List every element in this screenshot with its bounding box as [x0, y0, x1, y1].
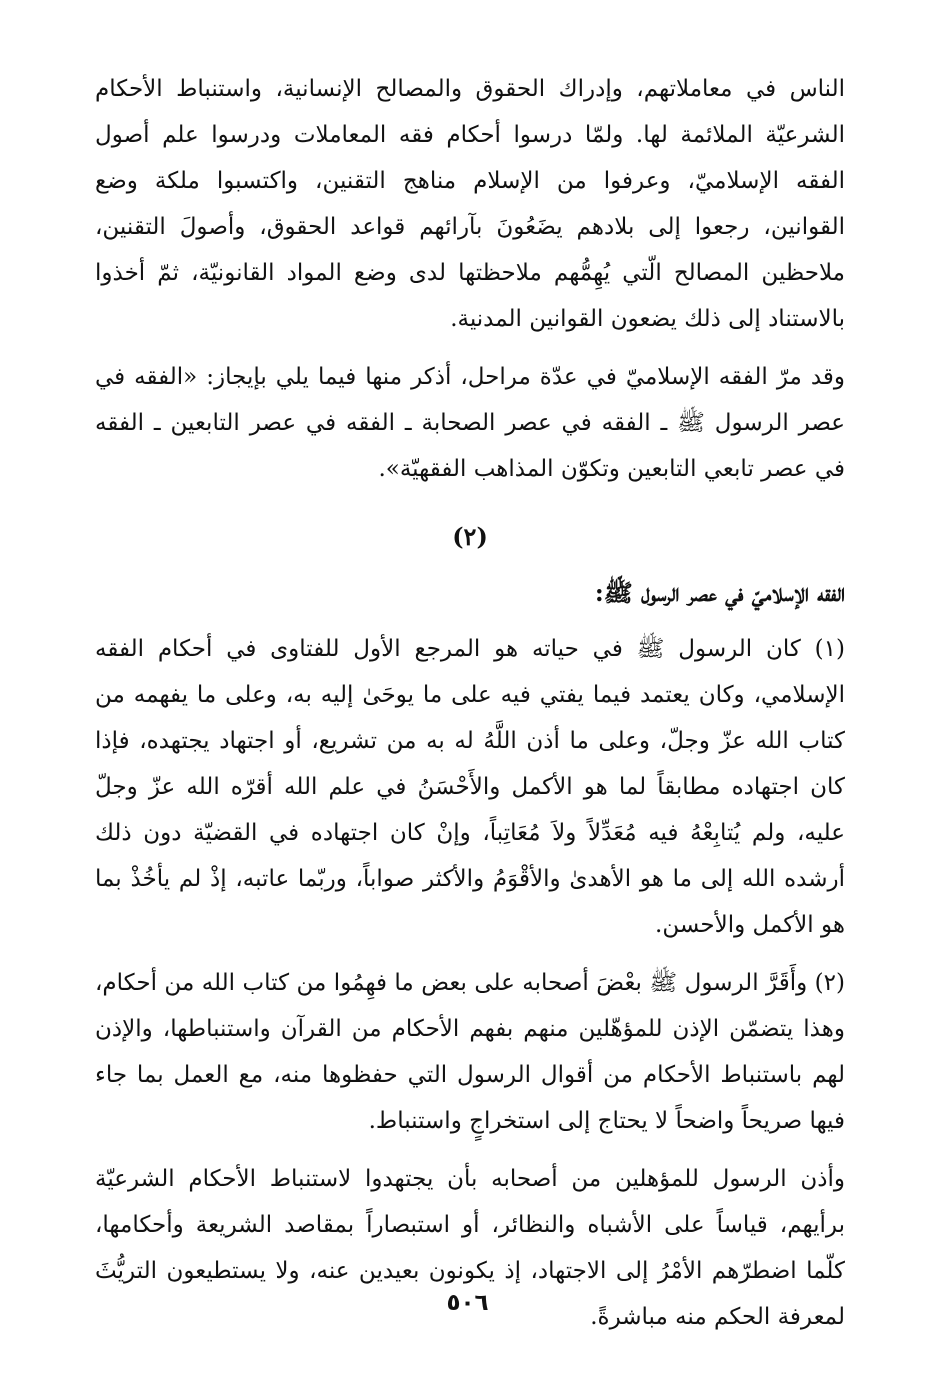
paragraph-stages-overview: وقد مرّ الفقه الإسلاميّ في عدّة مراحل، أذكر منها فيما يلي بإيجاز: «الفقه في عصر الرسول ﷺ ـ الفقه في عصر الصحابة ـ الفقه في عصر التابعين ـ الفقه في عصر تابعي التابعين وتكوّن المذاهب الفقهيّة». — [95, 364, 845, 482]
paragraph-intro-continuation: الناس في معاملاتهم، وإدراك الحقوق والمصالح الإنسانية، واستنباط الأحكام الشرعيّة الملائمة لها. ولمّا درسوا أحكام فقه المعاملات ودرسوا علم أصول الفقه الإسلاميّ، وعرفوا من الإسلام مناهج التقنين، واكتسبوا ملكة وضع القوانين، رجعوا إلى بلادهم يضَعُونَ بآرائهم قواعد الحقوق، وأصولَ التقنين، ملاحظين المصالح الّتي يُهِمُّهم ملاحظتها لدى وضع المواد القانونيّة، ثمّ أخذوا بالاستناد إلى ذلك يضعون القوانين المدنية. — [95, 76, 845, 332]
paragraph-point-2: (٢) وأَقَرَّ الرسول ﷺ بعْضَ أصحابه على بعض ما فهِمُوا من كتاب الله من أحكام، وهذا يتضمّن الإذن للمؤهّلين منهم بفهم الأحكام من القرآن واستنباطها، والإذن لهم باستنباط الأحكام من أقوال الرسول التي حفظوها منه، مع العمل بما جاء فيها صريحاً واضحاً لا يحتاج إلى استخراجٍ واستنباط. — [95, 970, 845, 1134]
section-number: (٢) — [452, 522, 488, 551]
section-heading: الفقه الإسلاميّ في عصر الرسول ﷺ: — [594, 578, 845, 607]
paragraph-ijtihad-permission: وأذن الرسول للمؤهلين من أصحابه بأن يجتهدوا لاستنباط الأحكام الشرعيّة برأيهم، قياساً على الأشباه والنظائر، أو استبصاراً بمقاصد الشريعة وأحكامها، كلّما اضطرّهم الأمْرُ إلى الاجتهاد، إذ يكونون بعيدين عنه، ولا يستطيعون التريُّثَ لمعرفة الحكم منه مباشرةً. — [95, 1166, 845, 1330]
page-number: ٥٠٦ — [446, 1290, 489, 1316]
page-body — [95, 66, 845, 1340]
paragraph-point-1: (١) كان الرسول ﷺ في حياته هو المرجع الأول للفتاوى في أحكام الفقه الإسلامي، وكان يعتمد فيما يفتي فيه على ما يوحَىٰ إليه به، وعلى ما يفهمه من كتاب الله عزّ وجلّ، وعلى ما أذن اللَّهُ له به من تشريع، أو اجتهاد يجتهده، فإذا كان اجتهاده مطابقاً لما هو الأكمل والأَحْسَنُ في علم الله أقرّه الله عزّ وجلّ عليه، ولم يُتابِعْهُ فيه مُعَدِّلاً ولاَ مُعَاتِباً، وإنْ كان اجتهاده في القضيّة دون ذلك أرشده الله إلى ما هو الأهدىٰ والأقْوَمُ والأكثر صواباً، وربّما عاتبه، إذْ لم يأخُذْ بما هو الأكمل والأحسن. — [95, 636, 845, 938]
